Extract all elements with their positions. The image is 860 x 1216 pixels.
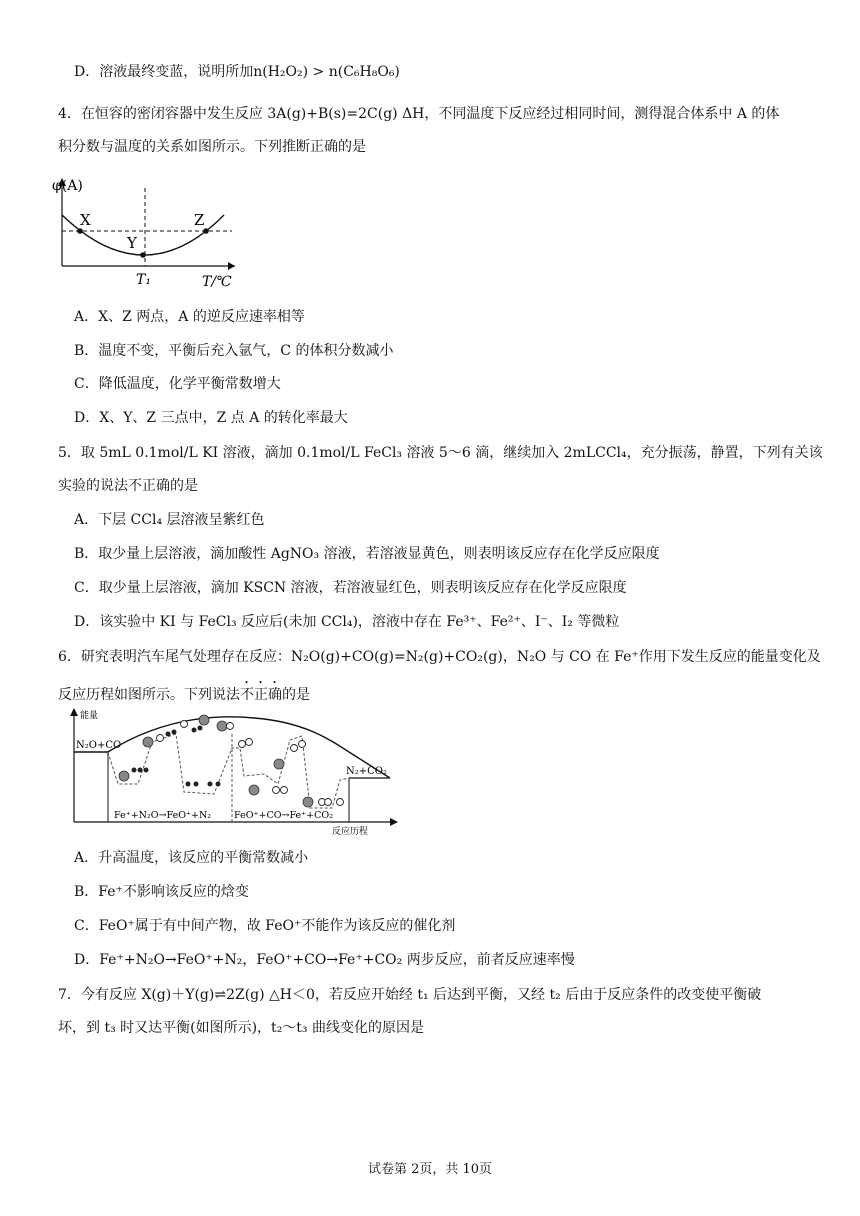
q6-x-label: 反应历程: [332, 827, 369, 837]
q4-point-x: [77, 228, 83, 234]
q6-option-b: B．Fe⁺不影响该反应的焓变: [74, 884, 249, 900]
q4-x-label: T/℃: [202, 274, 232, 290]
q6-emphasis: 不正确: [240, 687, 282, 703]
q4-y-label: φ(A): [52, 178, 83, 194]
q5-option-d: D．该实验中 KI 与 FeCl₃ 反应后(未加 CCl₄)，溶液中存在 Fe³⁺、Fe²⁺、I⁻、I₂ 等微粒: [74, 614, 620, 630]
q7-stem-line1: 7．今有反应 X(g)＋Y(g)⇌2Z(g) △H＜0，若反应开始经 t₁ 后达到平衡，又经 t₂ 后由于反应条件的改变使平衡破: [58, 987, 762, 1003]
q4-t1-label: T₁: [136, 272, 151, 288]
q3-option-d-formula: n(H₂O₂) > n(C₆H₈O₆): [253, 64, 400, 80]
q4-label-y: Y: [127, 234, 137, 252]
q6-x-axis-arrow: [390, 818, 398, 826]
q6-start-label: N₂O+CO: [76, 740, 122, 751]
q6-figure: [64, 704, 414, 840]
q4-option-d: D．X、Y、Z 三点中，Z 点 A 的转化率最大: [74, 410, 348, 426]
q6-step1-label: Fe⁺+N₂O→FeO⁺+N₂: [114, 810, 212, 821]
q3-option-d: D．溶液最终变蓝，说明所加n(H₂O₂) > n(C₆H₈O₆): [74, 64, 400, 80]
q6-stem-line2: 反应历程如图所示。下列说法不正确的是: [58, 687, 310, 703]
q4-figure: [50, 170, 240, 295]
q5-stem-line2: 实验的说法不正确的是: [58, 478, 198, 494]
q5-option-b: B．取少量上层溶液，滴加酸性 AgNO₃ 溶液，若溶液显黄色，则表明该反应存在化学反应限度: [74, 546, 660, 562]
q4-point-y: [140, 252, 146, 258]
q6-stem-line1: 6．研究表明汽车尾气处理存在反应：N₂O(g)+CO(g)=N₂(g)+CO₂(g)，N₂O 与 CO 在 Fe⁺作用下发生反应的能量变化及: [58, 649, 821, 665]
q6-option-c: C．FeO⁺属于有中间产物，故 FeO⁺不能作为该反应的催化剂: [74, 918, 456, 934]
q5-stem-line1: 5．取 5mL 0.1mol/L KI 溶液，滴加 0.1mol/L FeCl₃ 溶液 5～6 滴，继续加入 2mLCCl₄，充分振荡，静置，下列有关该: [58, 445, 823, 461]
q4-label-z: Z: [194, 211, 205, 229]
q6-option-d: D．Fe⁺+N₂O→FeO⁺+N₂，FeO⁺+CO→Fe⁺+CO₂ 两步反应，前者反应速率慢: [74, 952, 575, 968]
q6-y-label: 能量: [80, 711, 99, 721]
q5-option-c: C．取少量上层溶液，滴加 KSCN 溶液，若溶液显红色，则表明该反应存在化学反应限度: [74, 580, 627, 596]
q6-step2-label: FeO⁺+CO→Fe⁺+CO₂: [234, 810, 334, 821]
q7-stem-line2: 坏，到 t₃ 时又达平衡(如图所示)，t₂～t₃ 曲线变化的原因是: [58, 1020, 424, 1036]
q6-end-label: N₂+CO₂: [346, 766, 387, 777]
q4-point-z: [203, 228, 209, 234]
q4-label-x: X: [80, 211, 91, 229]
q6-option-a: A．升高温度，该反应的平衡常数减小: [74, 850, 309, 866]
q6-molecules: [119, 715, 344, 807]
q5-option-a: A．下层 CCl₄ 层溶液呈紫红色: [74, 512, 265, 528]
q4-option-b: B．温度不变，平衡后充入氩气，C 的体积分数减小: [74, 343, 394, 359]
q4-option-a: A．X、Z 两点，A 的逆反应速率相等: [74, 309, 305, 325]
q4-stem-line1: 4．在恒容的密闭容器中发生反应 3A(g)+B(s)=2C(g) ΔH，不同温度下反应经过相同时间，测得混合体系中 A 的体: [58, 106, 780, 122]
q6-y-axis-arrow: [70, 708, 78, 716]
page-footer: 试卷第 2页，共 10页: [367, 1162, 493, 1177]
q4-stem-line2: 积分数与温度的关系如图所示。下列推断正确的是: [58, 139, 366, 155]
q4-option-c: C．降低温度，化学平衡常数增大: [74, 376, 281, 392]
q4-x-axis-arrow: [228, 262, 235, 270]
